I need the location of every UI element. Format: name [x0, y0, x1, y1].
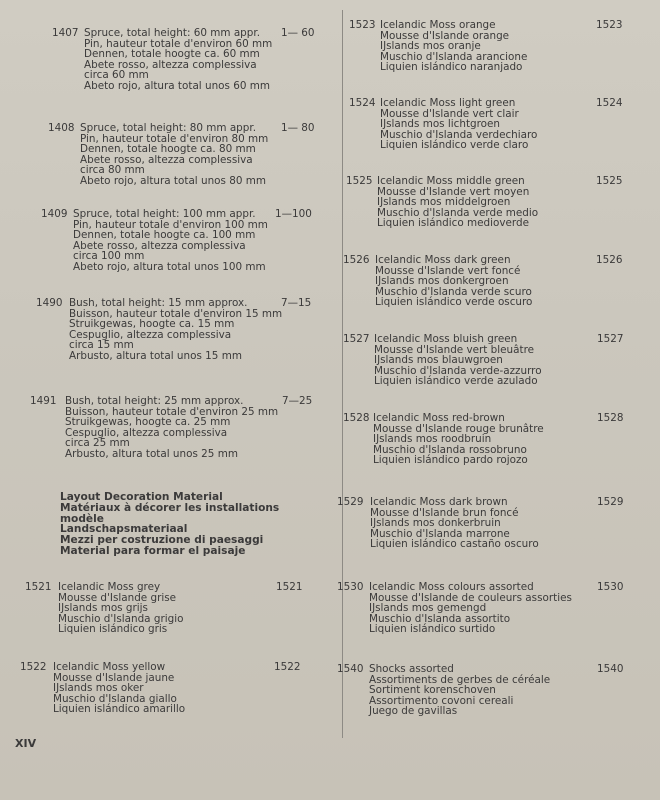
item-number: 1408 [48, 122, 75, 134]
item-number: 1530 [337, 581, 364, 593]
item-number: 1524 [349, 97, 376, 109]
item-number: 1528 [343, 412, 370, 424]
description [84, 28, 272, 92]
desc-line-en: Icelandic Moss middle green [377, 175, 525, 187]
item-number: 1407 [52, 27, 79, 39]
item-number: 1526 [343, 254, 370, 266]
desc-line-it-2: circa 100 mm [73, 250, 145, 263]
description [373, 413, 544, 466]
item-number: 1491 [30, 395, 57, 407]
desc-line-it: Assortimento covoni cereali [369, 694, 514, 707]
desc-line-it-2: circa 60 mm [84, 69, 149, 82]
item-number: 1523 [349, 19, 376, 31]
desc-line-nl: IJslands mos middelgroen [377, 196, 511, 209]
desc-line-nl: Struikgewas, hoogte ca. 15 mm [69, 318, 235, 331]
description [375, 255, 532, 308]
desc-line-es: Liquien islándico pardo rojozo [373, 454, 528, 467]
desc-line-fr: Assortiments de gerbes de céréale [369, 673, 551, 686]
desc-line-fr: Pin, hauteur totale d'environ 100 mm [73, 218, 268, 231]
desc-line-es: Liquien islándico verde claro [380, 139, 529, 152]
desc-line-en: Spruce, total height: 80 mm appr. [80, 122, 256, 134]
description [53, 662, 185, 715]
desc-line-en: Icelandic Moss dark green [375, 254, 511, 266]
description [370, 497, 539, 550]
section-heading [60, 492, 279, 557]
desc-line-nl: IJslands mos roodbruin [373, 433, 492, 446]
desc-line-en: Bush, total height: 15 mm approx. [69, 297, 248, 309]
heading-line-en: Layout Decoration Material [60, 491, 223, 503]
desc-line-en: Icelandic Moss light green [380, 97, 516, 109]
desc-line-nl: IJslands mos gemengd [369, 602, 487, 615]
desc-line-it: Muschio d'Islanda verde scuro [375, 285, 532, 298]
item-number-right: 1540 [597, 663, 624, 675]
description [380, 20, 527, 73]
desc-line-en: Icelandic Moss dark brown [370, 496, 508, 508]
desc-line-fr: Mousse d'Islande vert moyen [377, 185, 530, 198]
desc-line-nl: IJslands mos donkerbruin [370, 517, 501, 530]
desc-line-nl: Dennen, totale hoogte ca. 100 mm [73, 229, 256, 242]
page-number: XIV [15, 737, 37, 750]
desc-line-nl: IJslands mos grijs [58, 602, 148, 615]
description [377, 176, 538, 229]
desc-line-es: Arbusto, altura total unos 15 mm [69, 349, 242, 362]
desc-line-nl: IJslands mos lichtgroen [380, 118, 501, 131]
desc-line-es: Abeto rojo, altura total unos 100 mm [73, 260, 266, 273]
desc-line-it: Cespuglio, altezza complessiva [69, 328, 232, 341]
heading-line-it: Mezzi per costruzione di paesaggi [60, 534, 264, 547]
desc-line-nl: IJslands mos oker [53, 682, 144, 695]
desc-line-nl: Struikgewas, hoogte ca. 25 mm [65, 416, 231, 429]
description [69, 298, 282, 362]
desc-line-it-2: circa 80 mm [80, 164, 145, 177]
desc-line-es: Liquien islándico gris [58, 623, 168, 636]
item-number: 1490 [36, 297, 63, 309]
desc-line-es: Liquien islándico verde oscuro [375, 296, 533, 309]
column-divider [342, 10, 343, 738]
desc-line-en: Spruce, total height: 100 mm appr. [73, 208, 256, 220]
quantity-range: 1— 80 [281, 122, 315, 134]
desc-line-en: Icelandic Moss orange [380, 19, 496, 31]
quantity-range: 1— 60 [281, 27, 315, 39]
item-number-right: 1530 [597, 581, 624, 593]
description [369, 582, 572, 635]
item-number: 1521 [25, 581, 52, 593]
desc-line-en: Shocks assorted [369, 663, 454, 675]
heading-line-nl: Landschapsmateriaal [60, 523, 188, 536]
heading-line-fr-2: modèle [60, 512, 104, 525]
desc-line-es: Juego de gavillas [369, 705, 458, 718]
item-number-right: 1529 [597, 496, 624, 508]
desc-line-fr: Pin, hauteur totale d'environ 60 mm [84, 37, 273, 50]
item-number: 1525 [346, 175, 373, 187]
desc-line-fr: Mousse d'Islande vert clair [380, 107, 519, 120]
quantity-range: 1—100 [275, 208, 312, 220]
item-number: 1409 [41, 208, 68, 220]
item-number-right: 1528 [597, 412, 624, 424]
desc-line-en: Icelandic Moss bluish green [374, 333, 518, 345]
desc-line-fr: Pin, hauteur totale d'environ 80 mm [80, 132, 269, 145]
desc-line-it: Muschio d'Islanda verde-azzurro [374, 364, 542, 377]
item-number-right: 1524 [596, 97, 623, 109]
desc-line-es: Liquien islándico verde azulado [374, 375, 538, 388]
desc-line-it-2: circa 25 mm [65, 437, 130, 450]
description [374, 334, 542, 387]
desc-line-it: Abete rosso, altezza complessiva [80, 153, 253, 166]
desc-line-en: Icelandic Moss colours assorted [369, 581, 534, 593]
description [58, 582, 183, 635]
desc-line-es: Liquien islándico surtido [369, 623, 496, 636]
desc-line-fr: Mousse d'Islande grise [58, 591, 177, 604]
desc-line-en: Spruce, total height: 60 mm appr. [84, 27, 260, 39]
quantity-range: 7—25 [282, 395, 313, 407]
desc-line-it: Muschio d'Islanda marrone [370, 527, 510, 540]
desc-line-en: Icelandic Moss yellow [53, 661, 166, 673]
description [369, 664, 550, 717]
item-number-right: 1522 [274, 661, 301, 673]
desc-line-it: Muschio d'Islanda grigio [58, 612, 184, 625]
item-number-right: 1521 [276, 581, 303, 593]
item-number-right: 1523 [596, 19, 623, 31]
desc-line-it: Cespuglio, altezza complessiva [65, 426, 228, 439]
desc-line-es: Liquien islándico medioverde [377, 217, 529, 230]
desc-line-en: Bush, total height: 25 mm approx. [65, 395, 244, 407]
desc-line-it-2: circa 15 mm [69, 339, 134, 352]
item-number-right: 1525 [596, 175, 623, 187]
description [380, 98, 537, 151]
desc-line-fr: Mousse d'Islande de couleurs assorties [369, 591, 572, 604]
item-number: 1529 [337, 496, 364, 508]
desc-line-fr: Mousse d'Islande rouge brunâtre [373, 422, 544, 435]
desc-line-it: Muschio d'Islanda verdechiaro [380, 128, 538, 141]
desc-line-nl: Dennen, totale hoogte ca. 60 mm [84, 48, 260, 61]
item-number-right: 1526 [596, 254, 623, 266]
heading-line-fr: Matériaux à décorer les installations [60, 501, 280, 514]
quantity-range: 7—15 [281, 297, 312, 309]
description [80, 123, 268, 187]
desc-line-es: Liquien islándico naranjado [380, 61, 523, 74]
heading-line-es: Material para formar el paisaje [60, 544, 246, 557]
desc-line-nl: IJslands mos blauwgroen [374, 354, 503, 367]
desc-line-es: Abeto rojo, altura total unos 60 mm [84, 79, 271, 92]
desc-line-it: Muschio d'Islanda giallo [53, 692, 177, 705]
item-number: 1522 [20, 661, 47, 673]
desc-line-it: Abete rosso, altezza complessiva [73, 239, 246, 252]
desc-line-en: Icelandic Moss red-brown [373, 412, 505, 424]
desc-line-fr: Mousse d'Islande vert bleuâtre [374, 343, 535, 356]
description [73, 209, 268, 273]
desc-line-fr: Mousse d'Islande jaune [53, 671, 175, 684]
desc-line-es: Abeto rojo, altura total unos 80 mm [80, 174, 267, 187]
desc-line-nl: IJslands mos oranje [380, 40, 481, 53]
description [65, 396, 278, 460]
desc-line-nl: Sortiment korenschoven [369, 684, 496, 697]
desc-line-it: Muschio d'Islanda arancione [380, 50, 528, 63]
desc-line-it: Muschio d'Islanda rossobruno [373, 443, 527, 456]
desc-line-nl: IJslands mos donkergroen [375, 275, 509, 288]
item-number-right: 1527 [597, 333, 624, 345]
desc-line-en: Icelandic Moss grey [58, 581, 161, 593]
desc-line-it: Abete rosso, altezza complessiva [84, 58, 257, 71]
desc-line-fr: Mousse d'Islande brun foncé [370, 506, 519, 519]
item-number: 1527 [343, 333, 370, 345]
desc-line-es: Arbusto, altura total unos 25 mm [65, 447, 238, 460]
desc-line-it: Muschio d'Islanda verde medio [377, 206, 539, 219]
desc-line-it: Muschio d'Islanda assortito [369, 612, 511, 625]
desc-line-fr: Mousse d'Islande orange [380, 29, 510, 42]
desc-line-fr: Buisson, hauteur totale d'environ 15 mm [69, 307, 283, 320]
desc-line-nl: Dennen, totale hoogte ca. 80 mm [80, 143, 256, 156]
desc-line-fr: Mousse d'Islande vert foncé [375, 264, 521, 277]
desc-line-fr: Buisson, hauteur totale d'environ 25 mm [65, 405, 279, 418]
desc-line-es: Liquien islándico castaño oscuro [370, 538, 539, 551]
item-number: 1540 [337, 663, 364, 675]
desc-line-es: Liquien islándico amarillo [53, 703, 186, 716]
